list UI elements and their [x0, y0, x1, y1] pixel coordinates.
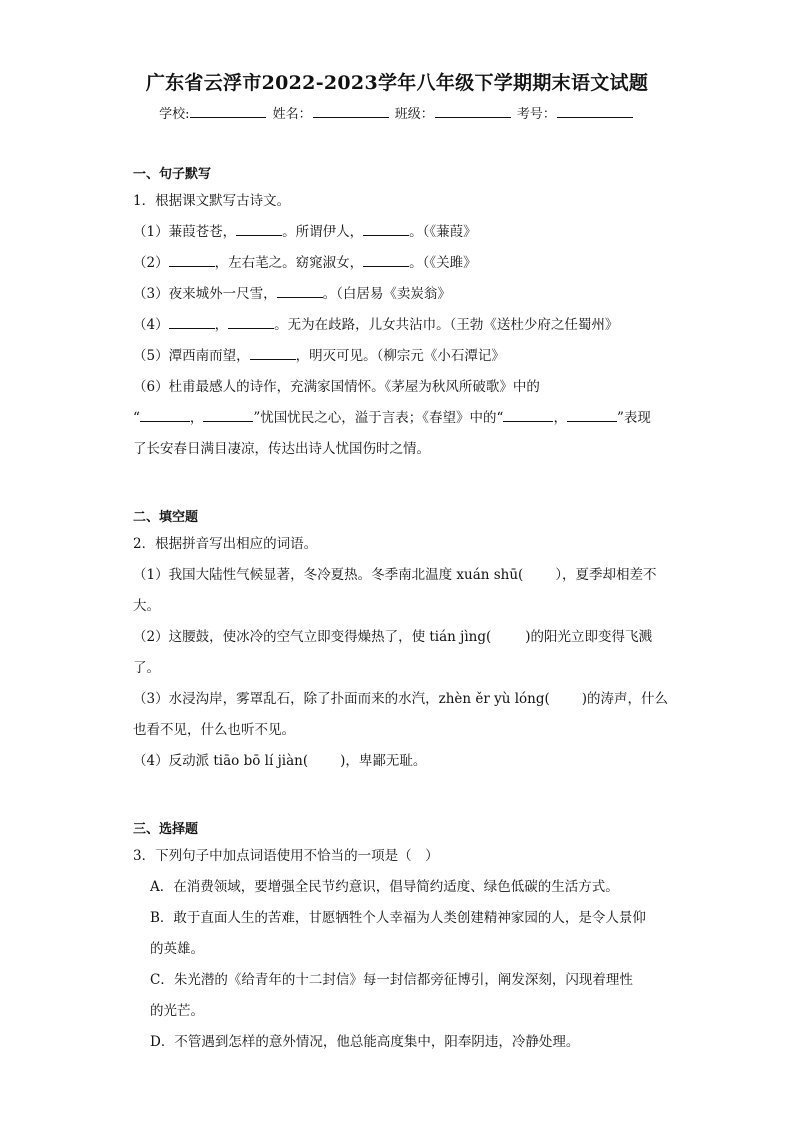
q1-item-5: （5）潭西南而望， ，明灭可见。（柳宗元《小石潭记》: [133, 348, 505, 364]
name-label: 姓名：: [272, 107, 312, 122]
answer-blank[interactable]: [363, 254, 409, 267]
question-1-stem: 1．根据课文默写古诗文。: [133, 193, 291, 209]
class-blank[interactable]: [435, 105, 511, 118]
answer-blank[interactable]: [363, 223, 409, 236]
option-b[interactable]: B．敢于直面人生的苦难，甘愿牺牲个人幸福为人类创建精神家园的人，是令人景仰: [150, 910, 646, 926]
answer-blank[interactable]: [228, 316, 274, 329]
q1-item-6-cont: “ ， ”忧国忧民之心，溢于言表；《春望》中的“ ， ”表现: [133, 410, 651, 426]
exam-title: 广东省云浮市2022-2023学年八年级下学期期末语文试题: [145, 72, 649, 94]
option-c[interactable]: C．朱光潜的《给青年的十二封信》每一封信都旁征博引，阐发深刻，闪现着理性: [150, 972, 633, 988]
answer-blank[interactable]: [169, 316, 215, 329]
q1-item-6-end: 了长安春日满目凄凉，传达出诗人忧国伤时之情。: [133, 441, 430, 457]
option-b-cont: 的英雄。: [150, 941, 204, 957]
option-a[interactable]: A．在消费领域，要增强全民节约意识，倡导简约适度、绿色低碳的生活方式。: [150, 879, 619, 895]
q1-item-2: （2） ，左右芼之。窈窕淑女， 。（《关雎》: [133, 255, 477, 271]
answer-blank[interactable]: [140, 409, 190, 422]
section-heading-1: 一、句子默写: [133, 167, 212, 182]
q2-item-2: （2）这腰鼓，使冰冷的空气立即变得燥热了，使 tián jìng( )的阳光立即变得飞溅: [133, 629, 653, 645]
q1-item-1: （1）蒹葭苍苍， 。所谓伊人， 。（《蒹葭》: [133, 224, 477, 240]
question-2-stem: 2．根据拼音写出相应的词语。: [133, 536, 318, 552]
q2-item-1: （1）我国大陆性气候显著，冬冷夏热。冬季南北温度 xuán shū( ），夏季却相差不: [133, 567, 657, 583]
answer-blank[interactable]: [203, 409, 253, 422]
option-d[interactable]: D．不管遇到怎样的意外情况，他总能高度集中，阳奉阴违，冷静处理。: [150, 1034, 580, 1050]
answer-blank[interactable]: [250, 347, 296, 360]
exam-number-label: 考号：: [516, 107, 556, 122]
name-blank[interactable]: [313, 105, 389, 118]
q2-item-1-cont: 大。: [133, 598, 160, 614]
q2-item-4: （4）反动派 tiāo bō lí jiàn( )，卑鄙无耻。: [133, 753, 427, 769]
q2-item-3: （3）水浸沟岸，雾罩乱石，除了扑面而来的水汽，zhèn ěr yù lóng( )的涛声，什么: [133, 691, 669, 707]
q1-item-3: （3）夜来城外一尺雪， 。（白居易《卖炭翁》: [133, 286, 451, 302]
answer-blank[interactable]: [503, 409, 553, 422]
student-info-row: [0, 103, 794, 122]
answer-blank[interactable]: [277, 285, 323, 298]
q2-item-3-cont: 也看不见，什么也听不见。: [133, 722, 295, 738]
class-label: 班级：: [394, 107, 434, 122]
school-blank[interactable]: [190, 105, 266, 118]
answer-blank[interactable]: [169, 254, 215, 267]
answer-blank[interactable]: [236, 223, 282, 236]
q1-item-6: （6）杜甫最感人的诗作，充满家国情怀。《茅屋为秋风所破歌》中的: [133, 379, 540, 395]
question-3-stem: 3．下列句子中加点词语使用不恰当的一项是（ ）: [133, 848, 439, 864]
section-heading-3: 三、选择题: [133, 822, 199, 837]
answer-blank[interactable]: [567, 409, 617, 422]
section-heading-2: 二、填空题: [133, 510, 199, 525]
school-label: 学校:: [159, 107, 190, 122]
exam-number-blank[interactable]: [557, 105, 633, 118]
q2-item-2-cont: 了。: [133, 660, 160, 676]
q1-item-4: （4） ， 。无为在歧路，儿女共沾巾。（王勃《送杜少府之任蜀州》: [133, 317, 619, 333]
option-c-cont: 的光芒。: [150, 1003, 204, 1019]
